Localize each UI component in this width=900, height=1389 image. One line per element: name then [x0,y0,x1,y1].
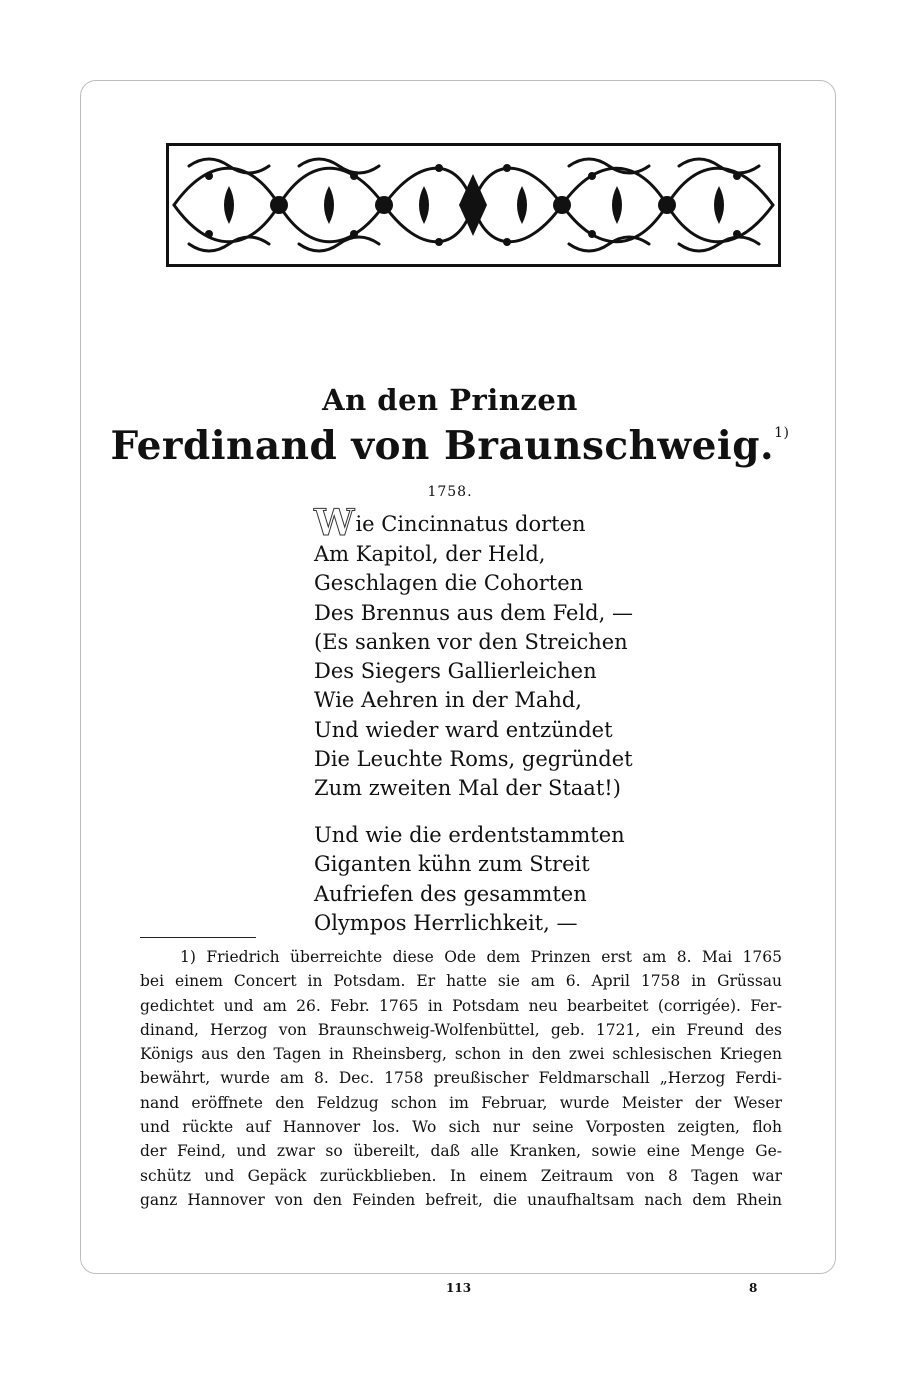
drop-cap: W [314,502,355,544]
footnote-line: Königs aus den Tagen in Rheinsberg, schon in den zwei schlesischen Kriegen [140,1045,782,1064]
footnote-line [140,945,782,969]
poem-line: Giganten kühn zum Streit [314,852,590,877]
poem-line-text: ie Cincinnatus dorten [355,512,586,536]
poem-line: Geschlagen die Cohorten [314,571,584,596]
poem-line: Aufriefen des gesammten [314,881,587,906]
ornamental-headpiece [166,143,781,267]
footnote-line: nand eröffnete den Feldzug schon im Februar, wurde Meister der Weser [140,1093,782,1112]
poem-line [314,502,633,544]
footnote-line-text: Friedrich überreichte diese Ode dem Prinzen erst am 8. Mai 1765 [206,948,782,966]
sheet-signature: 8 [749,1281,758,1295]
poem-line: Die Leuchte Roms, gegründet [314,747,633,772]
poem-line: Wie Aehren in der Mahd, [314,688,582,713]
footnote-line: ganz Hannover von den Feinden befreit, die unaufhaltsam nach dem Rhein [140,1190,782,1209]
title-line-1: An den Prinzen [322,383,578,417]
footnote-divider [140,937,256,938]
poem-line: Und wieder ward entzündet [314,717,613,742]
footnote-line: dinand, Herzog von Braunschweig-Wolfenbüttel, geb. 1721, ein Freund des [140,1020,782,1039]
poem-line: Des Brennus aus dem Feld, — [314,600,633,625]
poem-line: Und wie die erdentstammten [314,823,625,847]
poem-stanza-2 [314,821,625,938]
footnote-mark: 1) [180,948,196,966]
poem-line: Des Siegers Gallierleichen [314,659,597,684]
title-line-2 [0,423,900,469]
footnote-line: der Feind, und zwar so übereilt, daß alle Kranken, sowie eine Menge Ge- [140,1142,782,1161]
poem-line: Am Kapitol, der Held, [314,542,546,566]
poem-line: Olympos Herrlichkeit, — [314,910,578,935]
poem-line: Zum zweiten Mal der Staat!) [314,776,621,801]
footnote-line: bewährt, wurde am 8. Dec. 1758 preußischer Feldmarschall „Herzog Ferdi- [140,1069,782,1088]
year: 1758. [427,484,473,500]
poem-line: (Es sanken vor den Streichen [314,629,628,654]
title-footnote-mark: 1) [774,425,790,441]
page-number: 113 [446,1281,472,1295]
footnote-line: gedichtet und am 26. Febr. 1765 in Potsdam neu bearbeitet (corrigée). Fer- [140,996,782,1015]
footnote-line: bei einem Concert in Potsdam. Er hatte sie am 6. April 1758 in Grüssau [140,972,782,991]
arabesque-ornament-icon [169,146,778,264]
footnote-line: und rückte auf Hannover los. Wo sich nur seine Vorposten zeigten, floh [140,1118,782,1137]
poem-stanza-1 [314,502,633,804]
title-main-text: Ferdinand von Braunschweig. [110,423,775,469]
footnote [140,945,782,1212]
footnote-line: schütz und Gepäck zurückblieben. In einem Zeitraum von 8 Tagen war [140,1166,782,1185]
